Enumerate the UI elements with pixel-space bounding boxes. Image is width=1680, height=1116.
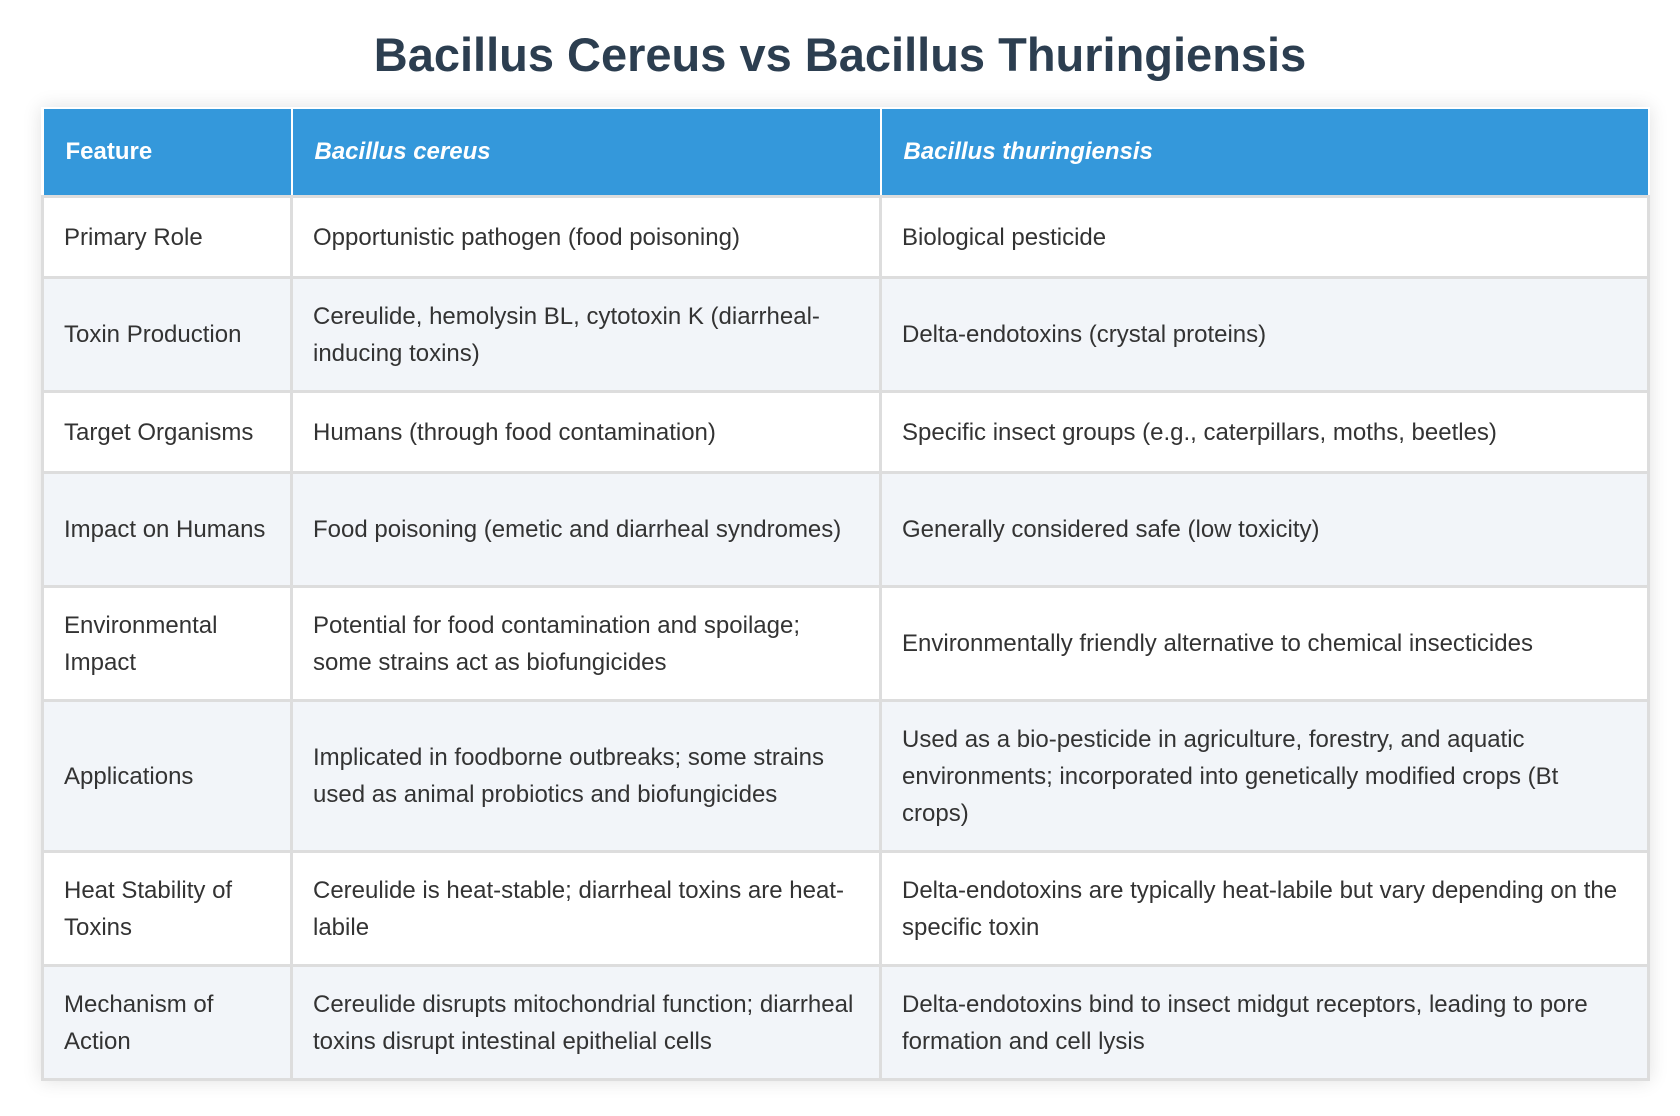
feature-cell: Heat Stability of Toxins (43, 852, 292, 966)
table-row (43, 197, 1649, 278)
table-row (43, 852, 1649, 966)
feature-cell: Primary Role (43, 197, 292, 278)
thuringiensis-cell: Delta-endotoxins bind to insect midgut receptors, leading to pore formation and cell lysis (881, 966, 1649, 1080)
cereus-cell: Implicated in foodborne outbreaks; some strains used as animal probiotics and biofungicides (292, 701, 881, 852)
cereus-cell: Humans (through food contamination) (292, 392, 881, 473)
table-row (43, 587, 1649, 701)
cereus-cell: Cereulide, hemolysin BL, cytotoxin K (diarrheal-inducing toxins) (292, 278, 881, 392)
thuringiensis-cell: Used as a bio-pesticide in agriculture, forestry, and aquatic environments; incorporated into genetically modified crops (Bt crops) (881, 701, 1649, 852)
comparison-table (41, 107, 1650, 1081)
cereus-cell: Potential for food contamination and spoilage; some strains act as biofungicides (292, 587, 881, 701)
table-row (43, 392, 1649, 473)
feature-cell: Impact on Humans (43, 473, 292, 587)
thuringiensis-cell: Delta-endotoxins (crystal proteins) (881, 278, 1649, 392)
thuringiensis-cell: Biological pesticide (881, 197, 1649, 278)
header-bacillus-cereus: Bacillus cereus (292, 108, 881, 197)
thuringiensis-cell: Specific insect groups (e.g., caterpillars, moths, beetles) (881, 392, 1649, 473)
table-row (43, 701, 1649, 852)
cereus-cell: Cereulide is heat-stable; diarrheal toxins are heat-labile (292, 852, 881, 966)
feature-cell: Applications (43, 701, 292, 852)
page-title: Bacillus Cereus vs Bacillus Thuringiensis (373, 28, 1307, 81)
thuringiensis-cell: Environmentally friendly alternative to chemical insecticides (881, 587, 1649, 701)
cereus-cell: Food poisoning (emetic and diarrheal syndromes) (292, 473, 881, 587)
thuringiensis-cell: Generally considered safe (low toxicity) (881, 473, 1649, 587)
feature-cell: Target Organisms (43, 392, 292, 473)
header-bacillus-thuringiensis: Bacillus thuringiensis (881, 108, 1649, 197)
thuringiensis-cell: Delta-endotoxins are typically heat-labile but vary depending on the specific toxin (881, 852, 1649, 966)
feature-cell: Toxin Production (43, 278, 292, 392)
cereus-cell: Cereulide disrupts mitochondrial function; diarrheal toxins disrupt intestinal epithelial cells (292, 966, 881, 1080)
header-row (43, 108, 1649, 197)
cereus-cell: Opportunistic pathogen (food poisoning) (292, 197, 881, 278)
table-row (43, 473, 1649, 587)
table-body (43, 197, 1649, 1080)
feature-cell: Environmental Impact (43, 587, 292, 701)
header-feature: Feature (43, 108, 292, 197)
feature-cell: Mechanism of Action (43, 966, 292, 1080)
table-row (43, 278, 1649, 392)
table-header (43, 108, 1649, 197)
table-row (43, 966, 1649, 1080)
